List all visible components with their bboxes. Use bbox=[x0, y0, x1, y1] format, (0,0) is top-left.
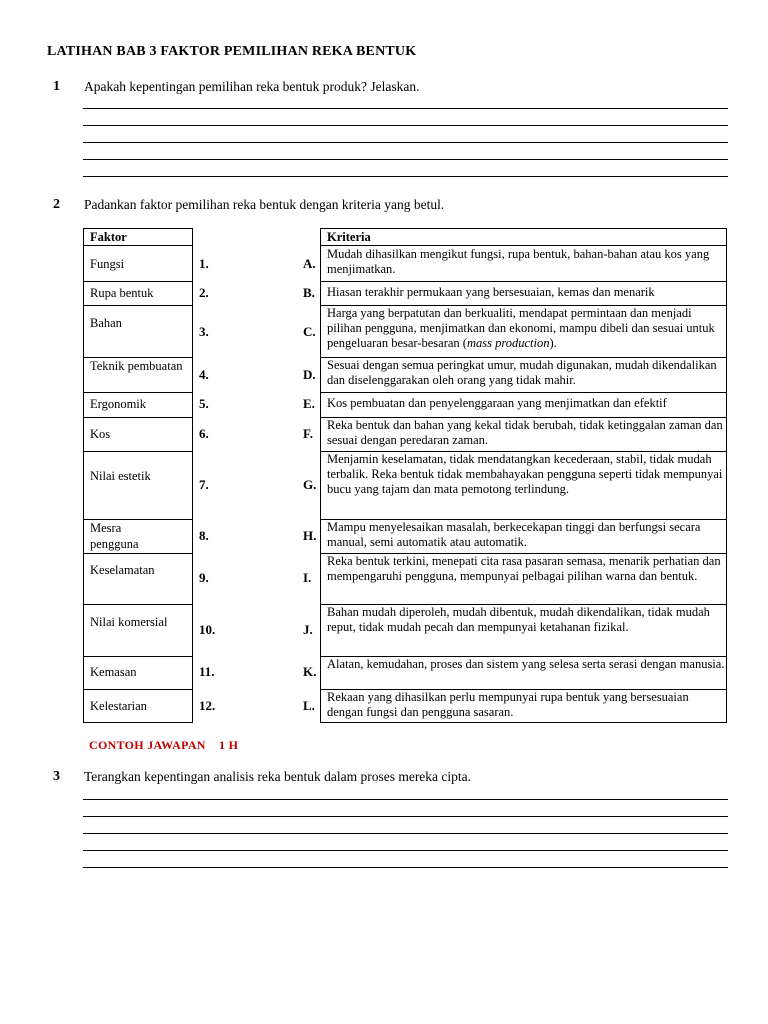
kriteria-item: Reka bentuk dan bahan yang kekal tidak berubah, tidak ketinggalan zaman dan sesuai dengan peredaran zaman. bbox=[327, 418, 723, 447]
match-letter: E. bbox=[303, 396, 315, 411]
answer-line bbox=[83, 867, 728, 868]
question-3-text: Terangkan kepentingan analisis reka bentuk dalam proses mereka cipta. bbox=[84, 769, 472, 784]
match-letter: K. bbox=[303, 664, 317, 679]
kriteria-item: Mudah dihasilkan mengikut fungsi, rupa bentuk, bahan-bahan atau kos yang menjimatkan. bbox=[327, 247, 710, 276]
match-letter: F. bbox=[303, 426, 313, 441]
answer-line bbox=[83, 142, 728, 143]
question-1-text: Apakah kepentingan pemilihan reka bentuk produk? Jelaskan. bbox=[84, 79, 420, 94]
answer-line bbox=[83, 159, 728, 160]
match-letter: B. bbox=[303, 285, 315, 300]
faktor-item: Keselamatan bbox=[90, 563, 155, 577]
faktor-header: Faktor bbox=[90, 230, 127, 244]
match-letter: H. bbox=[303, 528, 317, 543]
match-letter: I. bbox=[303, 570, 312, 585]
question-2-text: Padankan faktor pemilihan reka bentuk dengan kriteria yang betul. bbox=[84, 197, 445, 212]
match-letter: L. bbox=[303, 698, 315, 713]
kriteria-header: Kriteria bbox=[327, 230, 371, 244]
match-letter: A. bbox=[303, 256, 316, 271]
question-3-number: 3 bbox=[53, 769, 60, 784]
match-number: 6. bbox=[199, 426, 209, 441]
question-1-number: 1 bbox=[53, 79, 60, 94]
question-2-number: 2 bbox=[53, 197, 60, 212]
answer-line bbox=[83, 816, 728, 817]
match-letter: G. bbox=[303, 477, 317, 492]
kriteria-c-italic: mass production bbox=[466, 336, 550, 350]
match-number: 1. bbox=[199, 256, 209, 271]
answer-line bbox=[83, 108, 728, 109]
kriteria-c-text: Harga yang berpatutan dan berkualiti, mendapat permintaan dan menjadi pilihan pengguna, menjimatkan dan ekonomi, mampu dibeli dan sesuai untuk pengeluaran besar-besaran ( bbox=[327, 306, 715, 350]
faktor-item: Ergonomik bbox=[90, 397, 147, 411]
faktor-item: Fungsi bbox=[90, 257, 125, 271]
match-letter: J. bbox=[303, 622, 313, 637]
match-number: 7. bbox=[199, 477, 209, 492]
faktor-item: Rupa bentuk bbox=[90, 286, 154, 300]
page-title: LATIHAN BAB 3 FAKTOR PEMILIHAN REKA BENTUK bbox=[47, 44, 417, 59]
match-number: 11. bbox=[199, 664, 215, 679]
faktor-item: Kemasan bbox=[90, 665, 137, 679]
kriteria-item: Sesuai dengan semua peringkat umur, mudah digunakan, mudah dikendalikan dan diselenggarakan oleh orang yang tidak mahir. bbox=[327, 358, 717, 387]
faktor-item: Mesra pengguna bbox=[90, 521, 139, 551]
faktor-item: Kos bbox=[90, 427, 111, 441]
answer-line bbox=[83, 850, 728, 851]
match-number: 2. bbox=[199, 285, 209, 300]
faktor-item: Nilai komersial bbox=[90, 615, 168, 629]
match-number: 5. bbox=[199, 396, 209, 411]
match-number: 12. bbox=[199, 698, 216, 713]
kriteria-item: Kos pembuatan dan penyelenggaraan yang menjimatkan dan efektif bbox=[327, 396, 667, 410]
faktor-item: Nilai estetik bbox=[90, 469, 151, 483]
answer-line bbox=[83, 125, 728, 126]
answer-line bbox=[83, 176, 728, 177]
match-number: 9. bbox=[199, 570, 209, 585]
match-number: 8. bbox=[199, 528, 209, 543]
kriteria-item: Rekaan yang dihasilkan perlu mempunyai rupa bentuk yang bersesuaian dengan fungsi dan pengguna sasaran. bbox=[327, 690, 689, 719]
kriteria-item: Alatan, kemudahan, proses dan sistem yang selesa serta serasi dengan manusia. bbox=[327, 657, 725, 671]
kriteria-item: Hiasan terakhir permukaan yang bersesuaian, kemas dan menarik bbox=[327, 285, 655, 299]
kriteria-item: Bahan mudah diperoleh, mudah dibentuk, mudah dikendalikan, tidak mudah reput, tidak mudah pecah dan mempunyai ketahanan fizikal. bbox=[327, 605, 710, 634]
faktor-item: Bahan bbox=[90, 316, 122, 330]
match-letter: D. bbox=[303, 367, 316, 382]
match-number: 4. bbox=[199, 367, 209, 382]
example-answer: CONTOH JAWAPAN 1 H bbox=[89, 738, 239, 752]
answer-line bbox=[83, 833, 728, 834]
kriteria-item: Reka bentuk terkini, menepati cita rasa pasaran semasa, menarik perhatian dan mempengaruhi pengguna, mempunyai pelbagai pilihan warna dan bentuk. bbox=[327, 554, 721, 583]
faktor-item: Kelestarian bbox=[90, 699, 147, 713]
match-number: 10. bbox=[199, 622, 216, 637]
kriteria-item: Mampu menyelesaikan masalah, berkecekapan tinggi dan berfungsi secara manual, semi automatik atau automatik. bbox=[327, 520, 701, 549]
kriteria-item bbox=[327, 306, 725, 351]
answer-line bbox=[83, 799, 728, 800]
match-number: 3. bbox=[199, 324, 209, 339]
kriteria-c-end: ). bbox=[549, 336, 557, 350]
match-letter: C. bbox=[303, 324, 316, 339]
faktor-item: Teknik pembuatan bbox=[90, 359, 183, 373]
kriteria-item: Menjamin keselamatan, tidak mendatangkan kecederaan, stabil, tidak mudah terbalik. Reka bentuk tidak membahayakan pengguna seperti tidak mempunyai bucu yang tajam dan mata pemotong terlindung. bbox=[327, 452, 723, 496]
